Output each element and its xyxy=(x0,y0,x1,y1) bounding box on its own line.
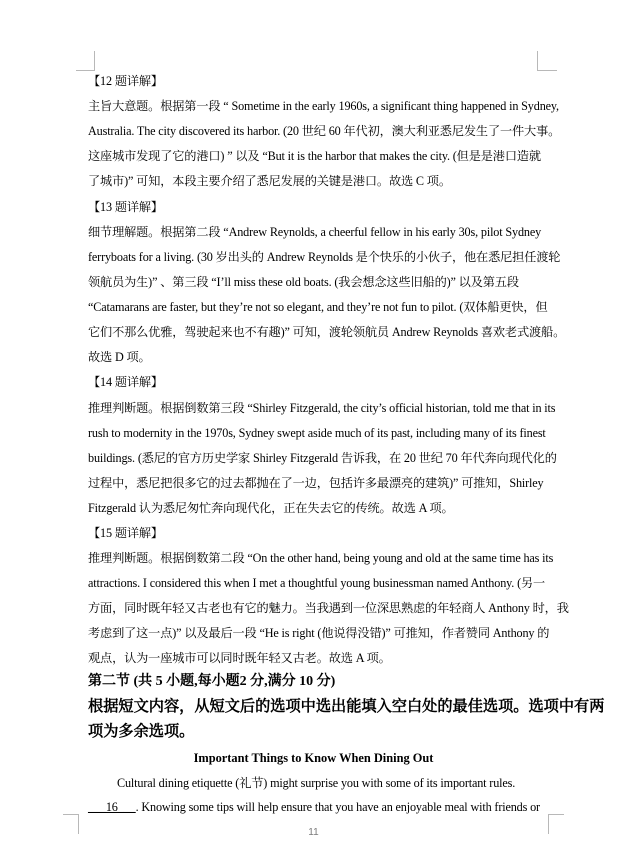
section-heading: 【15 题详解】 xyxy=(88,526,163,540)
text-line: 观点，认为一座城市可以同时既年轻又古老。故选 A 项。 xyxy=(88,651,391,665)
text-line: 了城市)” 可知，本段主要介绍了悉尼发展的关键是港口。故选 C 项。 xyxy=(88,174,451,188)
section-heading: 【14 题详解】 xyxy=(88,375,163,389)
section-heading: 【12 题详解】 xyxy=(88,74,163,88)
text-line: 方面，同时既年轻又古老也有它的魅力。当我遇到一位深思熟虑的年轻商人 Anthony 时，我 xyxy=(88,601,569,615)
text-line: “Catamarans are faster, but they’re not so elegant, and they’re not fun to pilot. (双体船更快，但 xyxy=(88,300,548,314)
passage-title: Important Things to Know When Dining Out xyxy=(193,751,434,765)
section-heading: 【13 题详解】 xyxy=(88,200,163,214)
text-line: 这座城市发现了它的港口) ” 以及 “But it is the harbor that makes the city. (但是是港口造就 xyxy=(88,149,541,163)
page-number: 11 xyxy=(308,827,319,838)
text-line: 它们不那么优雅，驾驶起来也不有趣)” 可知，渡轮领航员 Andrew Reynolds 喜欢老式渡船。 xyxy=(88,325,566,339)
text-line: rush to modernity in the 1970s, Sydney swept aside much of its past, including many of its finest xyxy=(88,426,546,440)
text-line: 领航员为生)” 、第三段 “I’ll miss these old boats. (我会想念这些旧船的)” 以及第五段 xyxy=(88,275,519,289)
text-line: 推理判断题。根据倒数第二段 “On the other hand, being young and old at the same time has its xyxy=(88,551,554,565)
text-line: 考虑到了这一点)” 以及最后一段 “He is right (他说得没错)” 可推知，作者赞同 Anthony 的 xyxy=(88,626,550,640)
text-line: 细节理解题。根据第二段 “Andrew Reynolds, a cheerful fellow in his early 30s, pilot Sydney xyxy=(88,225,542,239)
text-line: 推理判断题。根据倒数第三段 “Shirley Fitzgerald, the city’s official historian, told me that in its xyxy=(88,401,556,415)
passage-line xyxy=(88,799,540,815)
text-line: 主旨大意题。根据第一段 “ Sometime in the early 1960s, a significant thing happened in Sydney, xyxy=(88,99,559,113)
instructions-line: 根据短文内容，从短文后的选项中选出能填入空白处的最佳选项。选项中有两 xyxy=(88,698,605,715)
passage-line-text: . Knowing some tips will help ensure that you have an enjoyable meal with friends or xyxy=(135,800,540,814)
text-line: 过程中，悉尼把很多它的过去都抛在了一边，包括许多最漂亮的建筑)” 可推知，Shirley xyxy=(88,476,544,490)
text-line: Australia. The city discovered its harbor. (20 世纪 60 年代初，澳大利亚悉尼发生了一件大事。 xyxy=(88,124,561,138)
part-heading: 第二节 (共 5 小题,每小题2 分,满分 10 分) xyxy=(88,674,336,689)
blank-16: ___16___ xyxy=(88,800,136,814)
text-line: Fitzgerald 认为悉尼匆忙奔向现代化，正在失去它的传统。故选 A 项。 xyxy=(88,501,454,515)
instructions-line: 项为多余选项。 xyxy=(88,723,195,740)
text-line: ferryboats for a living. (30 岁出头的 Andrew Reynolds 是个快乐的小伙子，他在悉尼担任渡轮 xyxy=(88,250,561,264)
crop-mark-top-right xyxy=(537,51,557,71)
passage-line: Cultural dining etiquette (礼节) might surprise you with some of its important rules. xyxy=(117,776,516,790)
text-line: attractions. I considered this when I met a thoughtful young businessman named Anthony. (另一 xyxy=(88,576,546,590)
text-line: buildings. (悉尼的官方历史学家 Shirley Fitzgerald 告诉我，在 20 世纪 70 年代奔向现代化的 xyxy=(88,451,557,465)
text-line: 故选 D 项。 xyxy=(88,350,151,364)
crop-mark-top-left xyxy=(76,51,95,71)
